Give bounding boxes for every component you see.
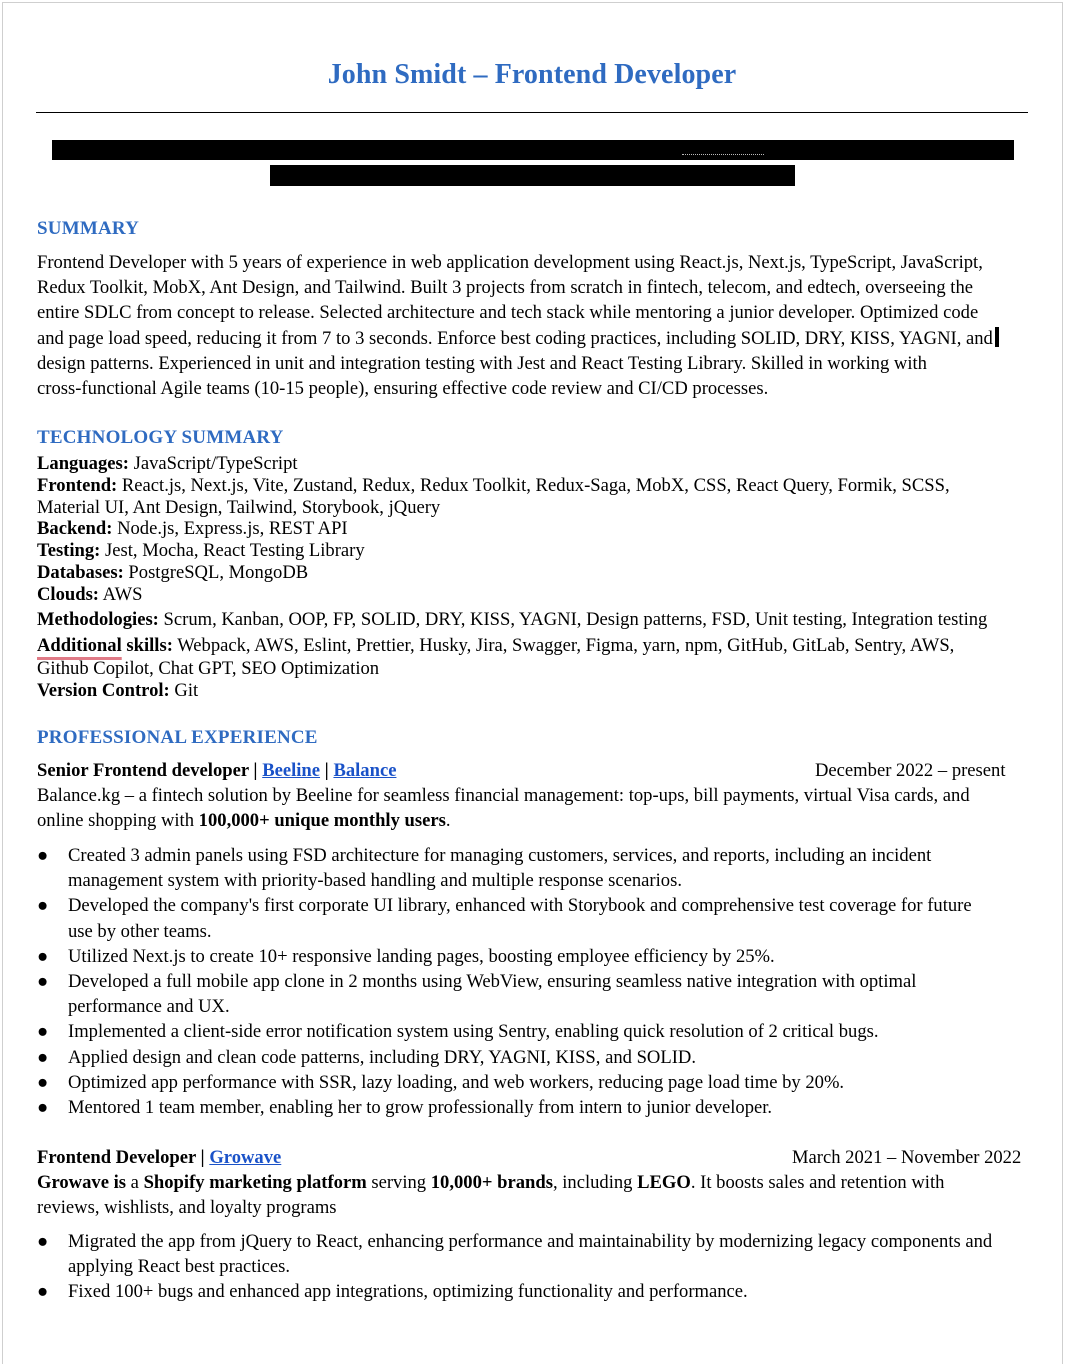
- bullet-icon: ●: [37, 971, 49, 993]
- tech-row-methodologies: Methodologies: Scrum, Kanban, OOP, FP, SOLID, DRY, KISS, YAGNI, Design patterns, FSD, Unit testing, Integration testing: [37, 609, 988, 630]
- redacted-contact-line-1: [52, 140, 1014, 160]
- spellcheck-underline: Additional: [37, 635, 122, 656]
- summary-line: Redux Toolkit, MobX, Ant Design, and Tailwind. Built 3 projects from scratch in fintech, telecom, and edtech, overseeing the: [37, 277, 974, 299]
- list-item: ● Mentored 1 team member, enabling her to grow professionally from intern to junior developer.: [37, 1095, 1027, 1120]
- redacted-contact-line-2: [270, 165, 795, 186]
- list-item: ● Migrated the app from jQuery to React, enhancing performance and maintainability by modernizing legacy components and applying React best practices.: [37, 1231, 993, 1278]
- company-link-beeline[interactable]: Beeline: [262, 760, 321, 781]
- job-dates: December 2022 – present: [815, 760, 1006, 781]
- job-description-line: Balance.kg – a fintech solution by Beeline for seamless financial management: top-ups, bill payments, virtual Visa cards, and: [37, 785, 970, 806]
- job-description-line: reviews, wishlists, and loyalty programs: [37, 1197, 337, 1218]
- tech-row-version-control: Version Control: Git: [37, 680, 199, 701]
- section-heading-summary: SUMMARY: [37, 218, 140, 239]
- title-divider: [36, 112, 1028, 113]
- tech-row-additional-skills: Additional skills: Webpack, AWS, Eslint, Prettier, Husky, Jira, Swagger, Figma, yarn, npm, GitHub, GitLab, Sentry, AWS,: [37, 635, 955, 656]
- list-item: ● Fixed 100+ bugs and enhanced app integrations, optimizing functionality and performance.: [37, 1279, 1027, 1304]
- bullet-icon: ●: [37, 845, 49, 866]
- company-link-growave[interactable]: Growave: [209, 1147, 282, 1168]
- job-description-line: online shopping with 100,000+ unique monthly users.: [37, 810, 451, 831]
- summary-line: cross-functional Agile teams (10-15 people), ensuring effective code review and CI/CD processes.: [37, 378, 769, 400]
- summary-line: Frontend Developer with 5 years of experience in web application development using React.js, Next.js, TypeScript, JavaScript,: [37, 252, 983, 273]
- bullet-icon: ●: [37, 1046, 49, 1068]
- bullet-icon: ●: [37, 1231, 49, 1252]
- list-item: ● Created 3 admin panels using FSD architecture for managing customers, services, and reports, including an incident management system with priority-based handling and multiple response scenarios.: [37, 845, 932, 892]
- tech-row-additional-cont: Github Copilot, Chat GPT, SEO Optimization: [37, 658, 380, 679]
- tech-row-frontend-cont: Material UI, Ant Design, Tailwind, Storybook, jQuery: [37, 497, 441, 518]
- job-dates: March 2021 – November 2022: [792, 1147, 1022, 1168]
- summary-paragraph: [37, 250, 1027, 401]
- bullet-icon: ●: [37, 945, 49, 967]
- company-link-balance[interactable]: Balance: [333, 760, 397, 781]
- redaction-dotted-mark: [682, 154, 764, 155]
- job-description-line: Growave is a Shopify marketing platform serving 10,000+ brands, including LEGO. It boosts sales and retention with: [37, 1172, 945, 1193]
- section-heading-technology: TECHNOLOGY SUMMARY: [37, 427, 284, 448]
- list-item: ● Developed the company's first corporate UI library, enhanced with Storybook and comprehensive test coverage for future use by other teams.: [37, 895, 972, 942]
- text-cursor: [995, 327, 999, 347]
- summary-line: entire SDLC from concept to release. Selected architecture and tech stack while mentoring a junior developer. Optimized code: [37, 302, 979, 324]
- bullet-icon: ●: [37, 1097, 49, 1119]
- tech-row-frontend: Frontend: React.js, Next.js, Vite, Zustand, Redux, Redux Toolkit, Redux-Saga, MobX, CSS, React Query, Formik, SCSS,: [37, 475, 950, 496]
- bullet-icon: ●: [37, 895, 49, 917]
- tech-row-databases: Databases: PostgreSQL, MongoDB: [37, 562, 309, 583]
- job-bullet-list: [37, 1229, 1027, 1305]
- list-item: ● Applied design and clean code patterns, including DRY, YAGNI, KISS, and SOLID.: [37, 1045, 1027, 1070]
- list-item: ● Utilized Next.js to create 10+ responsive landing pages, boosting employee efficiency by 25%.: [37, 944, 1027, 969]
- tech-row-languages: Languages: JavaScript/TypeScript: [37, 453, 298, 474]
- tech-row-clouds: Clouds: AWS: [37, 584, 143, 605]
- list-item: ● Developed a full mobile app clone in 2 months using WebView, ensuring seamless native integration with optimal performance and UX.: [37, 971, 917, 1018]
- tech-row-backend: Backend: Node.js, Express.js, REST API: [37, 518, 348, 539]
- summary-line: and page load speed, reducing it from 7 to 3 seconds. Enforce best coding practices, including SOLID, DRY, KISS, YAGNI, and: [37, 326, 1027, 351]
- section-heading-experience: PROFESSIONAL EXPERIENCE: [37, 727, 318, 748]
- summary-line: design patterns. Experienced in unit and integration testing with Jest and React Testing Library. Skilled in working with: [37, 352, 927, 374]
- page-title: John Smidt – Frontend Developer: [327, 59, 737, 90]
- list-item: ● Optimized app performance with SSR, lazy loading, and web workers, reducing page load time by 20%.: [37, 1070, 1027, 1095]
- bullet-icon: ●: [37, 1021, 49, 1043]
- bullet-icon: ●: [37, 1071, 49, 1093]
- list-item: ● Implemented a client-side error notification system using Sentry, enabling quick resolution of 2 critical bugs.: [37, 1019, 1027, 1044]
- job-title-row: Frontend Developer | Growave: [37, 1147, 282, 1168]
- tech-row-testing: Testing: Jest, Mocha, React Testing Library: [37, 540, 365, 561]
- bullet-icon: ●: [37, 1281, 49, 1303]
- job-bullet-list: [37, 843, 1027, 1120]
- job-title-row: Senior Frontend developer | Beeline | Balance: [37, 760, 397, 781]
